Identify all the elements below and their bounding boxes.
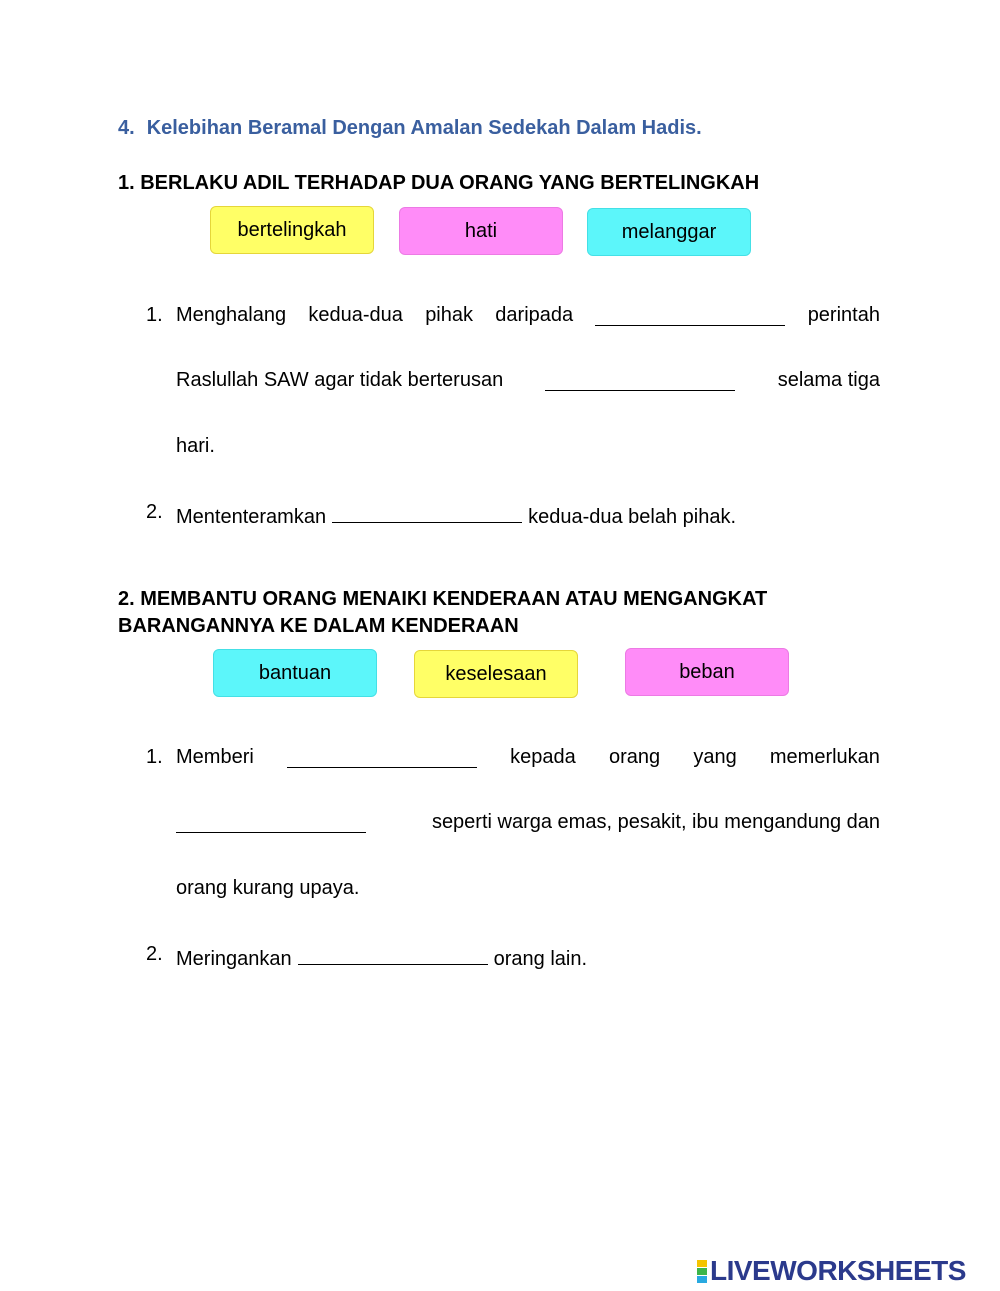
s1-q2-line xyxy=(176,500,736,529)
s1-q1-text: selama tiga xyxy=(777,369,880,391)
chip-bantuan[interactable]: bantuan xyxy=(213,649,377,697)
chip-bertelingkah[interactable]: bertelingkah xyxy=(210,206,374,254)
logo-square xyxy=(697,1260,707,1267)
liveworksheets-logo xyxy=(697,1256,966,1286)
s1-q1-blank-2[interactable] xyxy=(545,368,735,391)
title-number: 4. xyxy=(118,117,135,139)
s2-q2-line xyxy=(176,942,587,971)
s1-q2-text: kedua-dua belah pihak. xyxy=(528,506,737,528)
section1-title: 1. BERLAKU ADIL TERHADAP DUA ORANG YANG BERTELINGKAH xyxy=(118,172,760,194)
s2-q1-word: orang xyxy=(608,746,661,768)
s2-q1-line1 xyxy=(176,745,880,769)
s1-q1-word: kedua-dua xyxy=(308,304,403,326)
logo-square xyxy=(697,1268,707,1275)
s2-q1-word: yang xyxy=(693,746,737,768)
s1-q1-blank-1[interactable] xyxy=(595,303,785,326)
title-text: Kelebihan Beramal Dengan Amalan Sedekah Dalam Hadis. xyxy=(146,117,702,139)
s1-q2-number: 2. xyxy=(146,501,163,523)
s1-q1-word: pihak xyxy=(425,304,473,326)
s1-q1-line3: hari. xyxy=(176,435,215,457)
s2-q1-blank-2[interactable] xyxy=(176,810,366,833)
chip-melanggar[interactable]: melanggar xyxy=(587,208,751,256)
s1-q2-text: Mententeramkan xyxy=(176,506,327,528)
s2-q1-word: Memberi xyxy=(176,746,254,768)
s2-q1-word: memerlukan xyxy=(769,746,880,768)
s2-q1-number: 1. xyxy=(146,746,163,768)
s1-q2-blank[interactable] xyxy=(332,500,522,523)
logo-text: LIVEWORKSHEETS xyxy=(710,1255,966,1286)
s1-q1-word: perintah xyxy=(807,304,880,326)
section2-title: 2. MEMBANTU ORANG MENAIKI KENDERAAN ATAU MENGANGKAT BARANGANNYA KE DALAM KENDERAAN xyxy=(118,588,768,637)
worksheet-title xyxy=(118,117,702,140)
chip-hati[interactable]: hati xyxy=(399,207,563,255)
s2-q1-line3: orang kurang upaya. xyxy=(176,877,360,899)
s2-q2-text: Meringankan xyxy=(176,948,292,970)
s1-q1-line1 xyxy=(176,303,880,327)
s1-q1-text: Raslullah SAW agar tidak berterusan xyxy=(176,369,504,391)
s1-q1-number: 1. xyxy=(146,304,163,326)
s2-q2-blank[interactable] xyxy=(298,942,488,965)
s2-q1-word: kepada xyxy=(510,746,576,768)
s1-q1-word: daripada xyxy=(495,304,574,326)
logo-icon xyxy=(697,1260,707,1283)
s2-q1-blank-1[interactable] xyxy=(287,745,477,768)
s1-q1-line2 xyxy=(176,368,880,392)
logo-square xyxy=(697,1276,707,1283)
chip-beban[interactable]: beban xyxy=(625,648,789,696)
s1-q1-word: Menghalang xyxy=(176,304,287,326)
s2-q2-text: orang lain. xyxy=(493,948,588,970)
s2-q1-line2 xyxy=(176,810,880,834)
s2-q1-text: seperti warga emas, pesakit, ibu mengandung dan xyxy=(431,811,880,833)
chip-keselesaan[interactable]: keselesaan xyxy=(414,650,578,698)
s2-q2-number: 2. xyxy=(146,943,163,965)
